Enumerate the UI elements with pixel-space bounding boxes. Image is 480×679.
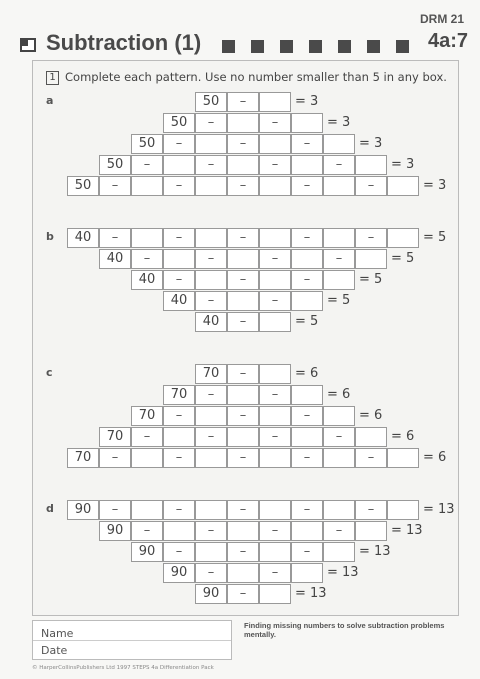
minus-cell: – — [259, 385, 291, 405]
answer-box[interactable] — [163, 427, 195, 447]
start-number: 40 — [195, 312, 227, 332]
start-number: 90 — [67, 500, 99, 520]
minus-cell: – — [291, 134, 323, 154]
minus-cell: – — [131, 427, 163, 447]
question-number: 1 — [46, 71, 59, 85]
minus-cell: – — [227, 176, 259, 196]
minus-cell: – — [195, 385, 227, 405]
answer-box[interactable] — [355, 249, 387, 269]
answer-box[interactable] — [259, 542, 291, 562]
minus-cell: – — [195, 113, 227, 133]
answer-box[interactable] — [387, 448, 419, 468]
minus-cell: – — [227, 500, 259, 520]
minus-cell: – — [195, 427, 227, 447]
answer-box[interactable] — [131, 500, 163, 520]
minus-cell: – — [195, 249, 227, 269]
minus-cell: – — [227, 134, 259, 154]
start-number: 50 — [67, 176, 99, 196]
result-label: = 5 — [295, 314, 319, 329]
result-label: = 6 — [295, 366, 319, 381]
minus-cell: – — [355, 448, 387, 468]
minus-cell: – — [131, 521, 163, 541]
minus-cell: – — [355, 228, 387, 248]
answer-box[interactable] — [259, 134, 291, 154]
result-label: = 13 — [391, 523, 423, 538]
worksheet-ref: 4a:7 — [427, 30, 468, 52]
result-label: = 13 — [423, 502, 455, 517]
answer-box[interactable] — [195, 176, 227, 196]
part-label: b — [46, 230, 54, 243]
answer-box[interactable] — [387, 176, 419, 196]
answer-box[interactable] — [291, 249, 323, 269]
answer-box[interactable] — [323, 270, 355, 290]
minus-cell: – — [291, 542, 323, 562]
start-number: 70 — [163, 385, 195, 405]
minus-cell: – — [227, 542, 259, 562]
answer-box[interactable] — [291, 291, 323, 311]
result-label: = 3 — [391, 157, 415, 172]
minus-cell: – — [99, 228, 131, 248]
answer-box[interactable] — [131, 228, 163, 248]
minus-cell: – — [227, 448, 259, 468]
answer-box[interactable] — [227, 427, 259, 447]
minus-cell: – — [99, 448, 131, 468]
answer-box[interactable] — [227, 113, 259, 133]
minus-cell: – — [99, 500, 131, 520]
worksheet-code: DRM 21 — [419, 12, 464, 26]
header-square — [280, 40, 293, 53]
minus-cell: – — [227, 228, 259, 248]
answer-box[interactable] — [259, 312, 291, 332]
answer-box[interactable] — [291, 521, 323, 541]
result-label: = 5 — [327, 293, 351, 308]
start-number: 40 — [99, 249, 131, 269]
minus-cell: – — [195, 155, 227, 175]
result-label: = 3 — [327, 115, 351, 130]
minus-cell: – — [291, 270, 323, 290]
start-number: 90 — [131, 542, 163, 562]
minus-cell: – — [291, 406, 323, 426]
start-number: 70 — [99, 427, 131, 447]
start-number: 50 — [195, 92, 227, 112]
start-number: 90 — [99, 521, 131, 541]
answer-box[interactable] — [227, 563, 259, 583]
result-label: = 6 — [359, 408, 383, 423]
minus-cell: – — [195, 521, 227, 541]
minus-cell: – — [163, 228, 195, 248]
answer-box[interactable] — [195, 542, 227, 562]
answer-box[interactable] — [387, 500, 419, 520]
result-label: = 5 — [359, 272, 383, 287]
minus-cell: – — [163, 176, 195, 196]
answer-box[interactable] — [323, 228, 355, 248]
answer-box[interactable] — [323, 448, 355, 468]
minus-cell: – — [131, 249, 163, 269]
minus-cell: – — [259, 291, 291, 311]
instruction — [46, 70, 447, 85]
minus-cell: – — [163, 448, 195, 468]
header-square — [338, 40, 351, 53]
answer-box[interactable] — [259, 500, 291, 520]
answer-box[interactable] — [323, 500, 355, 520]
start-number: 40 — [131, 270, 163, 290]
instruction-text: Complete each pattern. Use no number smaller than 5 in any box. — [65, 70, 447, 84]
answer-box[interactable] — [227, 521, 259, 541]
answer-box[interactable] — [195, 406, 227, 426]
minus-cell: – — [259, 521, 291, 541]
minus-cell: – — [163, 500, 195, 520]
answer-box[interactable] — [259, 176, 291, 196]
footer-note: Finding missing numbers to solve subtraction problems mentally. — [244, 621, 445, 639]
minus-cell: – — [259, 427, 291, 447]
minus-cell: – — [323, 521, 355, 541]
answer-box[interactable] — [355, 521, 387, 541]
result-label: = 3 — [423, 178, 447, 193]
result-label: = 6 — [327, 387, 351, 402]
minus-cell: – — [259, 563, 291, 583]
minus-cell: – — [195, 563, 227, 583]
result-label: = 3 — [295, 94, 319, 109]
minus-cell: – — [259, 249, 291, 269]
minus-cell: – — [259, 155, 291, 175]
answer-box[interactable] — [323, 406, 355, 426]
minus-cell: – — [227, 270, 259, 290]
minus-cell: – — [227, 312, 259, 332]
minus-cell: – — [323, 155, 355, 175]
minus-cell: – — [355, 176, 387, 196]
header-square — [396, 40, 409, 53]
answer-box[interactable] — [163, 249, 195, 269]
header-square — [309, 40, 322, 53]
start-number: 70 — [131, 406, 163, 426]
answer-box[interactable] — [227, 155, 259, 175]
minus-cell: – — [163, 542, 195, 562]
header-squares — [222, 38, 425, 57]
result-label: = 13 — [327, 565, 359, 580]
answer-box[interactable] — [227, 291, 259, 311]
answer-box[interactable] — [131, 448, 163, 468]
start-number: 70 — [195, 364, 227, 384]
header-square — [251, 40, 264, 53]
minus-cell: – — [195, 291, 227, 311]
minus-cell: – — [99, 176, 131, 196]
answer-box[interactable] — [355, 155, 387, 175]
answer-box[interactable] — [259, 364, 291, 384]
answer-box[interactable] — [131, 176, 163, 196]
answer-box[interactable] — [259, 270, 291, 290]
result-label: = 6 — [423, 450, 447, 465]
start-number: 90 — [195, 584, 227, 604]
minus-cell: – — [355, 500, 387, 520]
minus-cell: – — [227, 406, 259, 426]
name-date-box — [32, 620, 232, 660]
answer-box[interactable] — [195, 134, 227, 154]
minus-cell: – — [323, 427, 355, 447]
start-number: 70 — [67, 448, 99, 468]
answer-box[interactable] — [323, 542, 355, 562]
header-square — [367, 40, 380, 53]
answer-box[interactable] — [291, 155, 323, 175]
result-label: = 3 — [359, 136, 383, 151]
minus-cell: – — [227, 584, 259, 604]
minus-cell: – — [227, 364, 259, 384]
answer-box[interactable] — [259, 584, 291, 604]
start-number: 40 — [163, 291, 195, 311]
answer-box[interactable] — [227, 385, 259, 405]
answer-box[interactable] — [259, 228, 291, 248]
answer-box[interactable] — [259, 406, 291, 426]
answer-box[interactable] — [195, 228, 227, 248]
answer-box[interactable] — [195, 270, 227, 290]
answer-box[interactable] — [291, 563, 323, 583]
minus-cell: – — [227, 92, 259, 112]
minus-cell: – — [163, 406, 195, 426]
result-label: = 5 — [391, 251, 415, 266]
copyright: © HarperCollinsPublishers Ltd 1997 STEPS 4a Differentiation Pack — [32, 665, 214, 671]
worksheet-header — [12, 30, 470, 58]
minus-cell: – — [323, 249, 355, 269]
minus-cell: – — [291, 176, 323, 196]
start-number: 50 — [99, 155, 131, 175]
answer-box[interactable] — [163, 521, 195, 541]
start-number: 50 — [163, 113, 195, 133]
answer-box[interactable] — [291, 427, 323, 447]
result-label: = 13 — [295, 586, 327, 601]
answer-box[interactable] — [323, 176, 355, 196]
result-label: = 5 — [423, 230, 447, 245]
result-label: = 13 — [359, 544, 391, 559]
answer-box[interactable] — [291, 113, 323, 133]
part-label: d — [46, 502, 54, 515]
answer-box[interactable] — [323, 134, 355, 154]
minus-cell: – — [291, 228, 323, 248]
page-title: Subtraction (1) — [46, 30, 202, 55]
answer-box[interactable] — [291, 385, 323, 405]
answer-box[interactable] — [163, 155, 195, 175]
result-label: = 6 — [391, 429, 415, 444]
header-square — [222, 40, 235, 53]
minus-cell: – — [163, 134, 195, 154]
part-label: a — [46, 94, 54, 107]
start-number: 40 — [67, 228, 99, 248]
part-label: c — [46, 366, 53, 379]
worksheet-logo-icon — [20, 38, 36, 52]
answer-box[interactable] — [259, 448, 291, 468]
answer-box[interactable] — [387, 228, 419, 248]
answer-box[interactable] — [227, 249, 259, 269]
answer-box[interactable] — [355, 427, 387, 447]
name-label: Name — [41, 627, 74, 640]
date-label: Date — [41, 644, 68, 657]
minus-cell: – — [259, 113, 291, 133]
answer-box[interactable] — [195, 448, 227, 468]
start-number: 50 — [131, 134, 163, 154]
answer-box[interactable] — [195, 500, 227, 520]
start-number: 90 — [163, 563, 195, 583]
minus-cell: – — [291, 448, 323, 468]
answer-box[interactable] — [259, 92, 291, 112]
minus-cell: – — [131, 155, 163, 175]
minus-cell: – — [163, 270, 195, 290]
minus-cell: – — [291, 500, 323, 520]
